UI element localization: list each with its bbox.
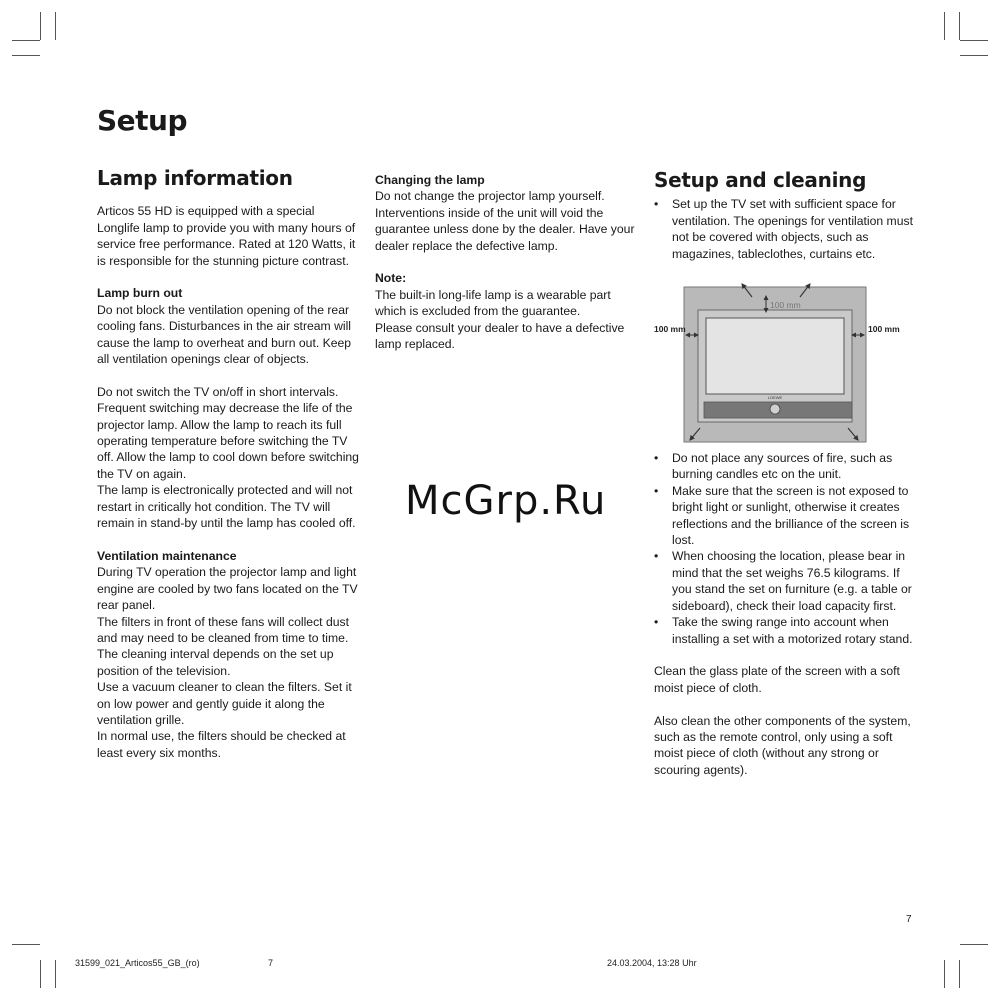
crop-mark bbox=[959, 12, 960, 40]
crop-mark bbox=[960, 40, 988, 41]
crop-mark bbox=[960, 55, 988, 56]
watermark: McGrp.Ru bbox=[405, 478, 607, 524]
cleaning-p1: Clean the glass plate of the screen with a soft moist piece of cloth. bbox=[654, 664, 900, 695]
tv-ventilation-diagram bbox=[654, 282, 906, 452]
crop-mark bbox=[12, 944, 40, 945]
cleaning-p2: Also clean the other components of the system, such as the remote control, only using a soft moist piece of cloth (without any strong or scouring agents). bbox=[654, 713, 911, 777]
changing-lamp-title: Changing the lamp bbox=[375, 173, 485, 187]
tv-screen bbox=[706, 318, 844, 394]
ventilation-title: Ventilation maintenance bbox=[97, 548, 237, 563]
crop-mark bbox=[55, 960, 56, 988]
lamp-burn-text: Do not block the ventilation opening of the rear cooling fans. Disturbances in the air stream will cause the lamp to overheat and burn out. Keep all ventilation openings clear of objects. bbox=[97, 302, 352, 367]
bullet-item: • Take the swing range into account when installing a set with a motorized rotary stand. bbox=[654, 614, 916, 647]
setup-bullet-list bbox=[654, 450, 916, 647]
footer-page: 7 bbox=[268, 958, 274, 968]
ventilation-p4: In normal use, the filters should be checked at least every six months. bbox=[97, 729, 346, 760]
page-number: 7 bbox=[906, 914, 912, 925]
bullet-item: • Make sure that the screen is not exposed to bright light or sunlight, otherwise it creates reflections and the brilliance of the screen is lost. bbox=[654, 483, 916, 549]
tv-power-button bbox=[770, 404, 780, 414]
footer-filename: 31599_021_Articos55_GB_(ro) bbox=[75, 958, 200, 968]
bullet-item: • When choosing the location, please bear in mind that the set weighs 76.5 kilograms. If you stand the set on furniture (e.g. a table or sideboard), check their load capacity first. bbox=[654, 548, 916, 614]
note-p2: Please consult your dealer to have a defective lamp replaced. bbox=[375, 320, 625, 352]
crop-mark bbox=[960, 944, 988, 945]
footer-date: 24.03.2004, 13:28 Uhr bbox=[607, 958, 697, 968]
setup-cleaning-heading: Setup and cleaning bbox=[654, 168, 867, 192]
crop-mark bbox=[944, 960, 945, 988]
crop-mark bbox=[55, 12, 56, 40]
lamp-switch-text: Do not switch the TV on/off in short intervals. Frequent switching may decrease the life of the projector lamp. Allow the lamp to reach its full operating temperature before switching the TV off. Allow the lamp to cool down before switching the TV on again. bbox=[97, 384, 359, 481]
changing-lamp-column bbox=[375, 172, 637, 352]
note-p1: The built-in long-life lamp is a wearable part which is excluded from the guarantee. bbox=[375, 287, 611, 319]
bullet-item: • Set up the TV set with sufficient space for ventilation. The openings for ventilation must not be covered with objects, such as magazines, tableclothes, curtains etc. bbox=[654, 196, 916, 262]
crop-mark bbox=[12, 40, 40, 41]
crop-mark bbox=[12, 55, 40, 56]
lamp-protect-text: The lamp is electronically protected and will not restart in critically hot condition. The TV will remain in stand-by until the lamp has cooled off. bbox=[97, 483, 356, 531]
lamp-intro: Articos 55 HD is equipped with a special Longlife lamp to provide you with many hours of service free performance. Rated at 120 Watts, it is responsible for the stunning picture contrast. bbox=[97, 204, 356, 268]
ventilation-p1: During TV operation the projector lamp and light engine are cooled by two fans located on the TV rear panel. bbox=[97, 565, 358, 613]
setup-bullet-list-top bbox=[654, 196, 916, 262]
setup-cleaning-column bbox=[654, 168, 916, 778]
tv-brand-label: LOEWE bbox=[767, 395, 783, 400]
lamp-information-heading: Lamp information bbox=[97, 166, 293, 190]
crop-mark bbox=[40, 12, 41, 40]
ventilation-p3: Use a vacuum cleaner to clean the filters. Set it on low power and gently guide it along the ventilation grille. bbox=[97, 680, 352, 727]
left-clearance-label: 100 mm bbox=[654, 324, 686, 334]
changing-lamp-text: Do not change the projector lamp yourself. Interventions inside of the unit will void the guarantee unless done by the dealer. Have your dealer replace the defective lamp. bbox=[375, 189, 635, 253]
bullet-item: • Do not place any sources of fire, such as burning candles etc on the unit. bbox=[654, 450, 916, 483]
lamp-burn-title: Lamp burn out bbox=[97, 286, 183, 301]
page-title: Setup bbox=[97, 104, 188, 137]
ventilation-p2: The filters in front of these fans will collect dust and may need to be cleaned from time to time. The cleaning interval depends on the set up position of the television. bbox=[97, 614, 349, 678]
note-title: Note: bbox=[375, 271, 407, 286]
crop-mark bbox=[40, 960, 41, 988]
right-clearance-label: 100 mm bbox=[868, 324, 900, 334]
crop-mark bbox=[944, 12, 945, 40]
crop-mark bbox=[959, 960, 960, 988]
lamp-information-column bbox=[97, 166, 359, 761]
top-clearance-label: 100 mm bbox=[770, 300, 801, 310]
